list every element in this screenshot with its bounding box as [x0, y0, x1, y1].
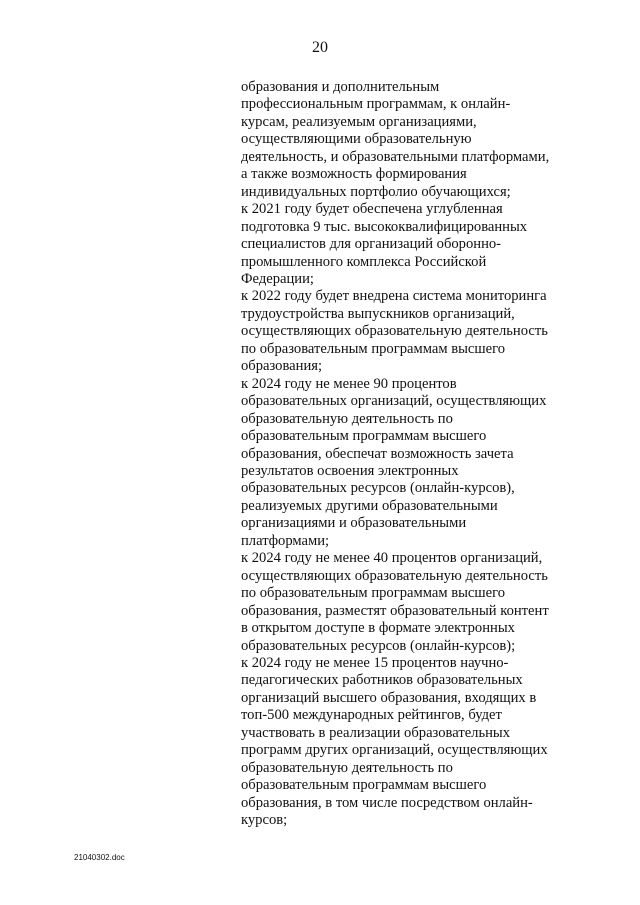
text-line: Федерации; — [241, 270, 314, 287]
text-line: трудоустройства выпускников организаций, — [241, 305, 515, 322]
text-line: к 2024 году не менее 15 процентов научно- — [241, 654, 509, 671]
text-line: образовательных организаций, осуществляющих — [241, 393, 547, 410]
text-line: образовательным программам высшего — [241, 428, 487, 445]
text-line: образования и дополнительным — [241, 79, 440, 95]
text-line: топ-500 международных рейтингов, будет — [241, 707, 502, 724]
text-line: программ других организаций, осуществляющих — [241, 742, 548, 759]
text-line: курсов; — [241, 812, 288, 829]
text-line: осуществляющих образовательную деятельность — [241, 323, 548, 340]
text-line: к 2022 году будет внедрена система мониторинга — [241, 288, 547, 305]
text-line: организаций высшего образования, входящих в — [241, 689, 537, 706]
text-line: участвовать в реализации образовательных — [241, 724, 511, 741]
text-line: по образовательным программам высшего — [241, 585, 506, 602]
text-line: образовательную деятельность по — [241, 410, 453, 427]
text-line: осуществляющих образовательную деятельность — [241, 567, 548, 584]
text-line: образования, в том числе посредством онлайн- — [241, 794, 533, 811]
text-line: курсам, реализуемым организациями, — [241, 113, 477, 130]
footer-filename: 21040302.doc — [74, 853, 125, 862]
text-line: специалистов для организаций оборонно- — [241, 236, 502, 253]
text-line: образования, обеспечат возможность зачета — [241, 445, 514, 462]
text-line: педагогических работников образовательных — [241, 672, 523, 689]
text-line: в открытом доступе в формате электронных — [241, 620, 515, 637]
text-line: образовательных ресурсов (онлайн-курсов), — [241, 480, 515, 497]
text-line: образования; — [241, 358, 323, 375]
text-line: к 2024 году не менее 40 процентов организаций, — [241, 550, 543, 567]
text-line: промышленного комплекса Российской — [241, 253, 487, 270]
text-line: организациями и образовательными — [241, 515, 467, 532]
text-line: образовательным программам высшего — [241, 777, 487, 794]
text-line: индивидуальных портфолио обучающихся; — [241, 183, 511, 200]
text-line: образовательных ресурсов (онлайн-курсов); — [241, 637, 516, 654]
text-line: образовательную деятельность по — [241, 759, 453, 776]
text-line: профессиональным программам, к онлайн- — [241, 96, 511, 113]
text-line: реализуемых другими образовательными — [241, 497, 498, 514]
text-line: образования, разместят образовательный контент — [241, 602, 549, 619]
page-number: 20 — [312, 39, 328, 56]
text-line: по образовательным программам высшего — [241, 340, 506, 357]
text-line: подготовка 9 тыс. высококвалифицированных — [241, 218, 528, 235]
document-body — [241, 79, 601, 829]
text-line: к 2021 году будет обеспечена углубленная — [241, 201, 503, 218]
text-line: а также возможность формирования — [241, 166, 467, 183]
text-line: деятельность, и образовательными платформами, — [241, 148, 550, 165]
text-line: платформами; — [241, 532, 330, 549]
text-line: осуществляющими образовательную — [241, 131, 472, 148]
text-line: результатов освоения электронных — [241, 462, 459, 479]
text-line: к 2024 году не менее 90 процентов — [241, 375, 457, 392]
